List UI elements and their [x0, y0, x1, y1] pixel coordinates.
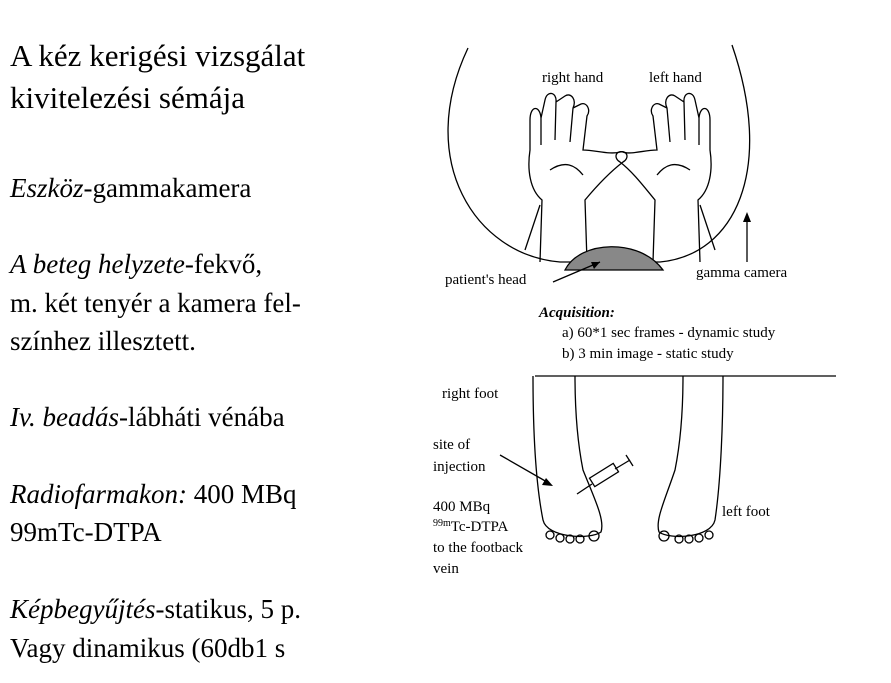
right-toe-1: [546, 531, 554, 539]
radiopharmaceutical-line: [10, 478, 297, 510]
dose-compound: Tc-DTPA: [450, 519, 509, 535]
imaging-label: Képbegyűjtés: [10, 594, 156, 624]
left-palm-crease: [657, 165, 690, 175]
device-label: Eszköz: [10, 173, 84, 203]
left-big-toe: [659, 531, 669, 541]
device-line: [10, 172, 251, 204]
right-hand-outline: [529, 93, 627, 262]
device-value: -gammakamera: [83, 173, 252, 203]
right-hand-illustration: [525, 93, 627, 262]
right-palm-crease: [550, 165, 583, 175]
patient-head-shape: [565, 247, 663, 270]
position-line: [10, 248, 262, 280]
position-line-3: színhez illesztett.: [10, 326, 196, 356]
title-line-2: kivitelezési sémája: [10, 80, 245, 115]
syringe-needle: [577, 484, 592, 494]
injection-site-arrowhead: [542, 478, 553, 486]
gamma-camera-arrowhead: [743, 212, 751, 222]
title-line-1: A kéz kerigési vizsgálat: [10, 38, 306, 73]
imaging-line: [10, 593, 301, 625]
administration-label: Iv. beadás: [10, 402, 119, 432]
injection-site-label-line-2: injection: [433, 459, 486, 475]
left-toe-1: [705, 531, 713, 539]
scintigraphy-setup-diagram: [405, 0, 885, 683]
left-toe-2: [695, 534, 703, 542]
position-label: A beteg helyzete: [10, 249, 185, 279]
injection-site-label-line-1: site of: [433, 437, 471, 453]
syringe-barrel: [589, 463, 618, 486]
dose-label-line-3: to the footback: [433, 540, 523, 556]
acquisition-title: Acquisition:: [539, 305, 615, 321]
right-foot-outline: [533, 376, 602, 536]
right-hand-label: right hand: [542, 70, 604, 86]
imaging-value: -statikus, 5 p.: [155, 594, 301, 624]
right-foot-illustration: [533, 376, 602, 543]
left-hand-illustration: [616, 93, 715, 262]
syringe-plunger-handle: [626, 455, 633, 466]
radiopharmaceutical-line-2: 99mTc-DTPA: [10, 517, 162, 547]
right-foot-label: right foot: [442, 386, 499, 402]
administration-value: -lábháti vénába: [118, 402, 285, 432]
left-foot-illustration: [658, 376, 723, 543]
position-line-2: m. két tenyér a kamera fel-: [10, 288, 301, 318]
dose-label-line-1: 400 MBq: [433, 499, 491, 515]
dose-isotope-superscript: 99m: [433, 518, 451, 529]
administration-line: [10, 401, 285, 433]
left-hand-label: left hand: [649, 70, 702, 86]
gamma-camera-label: gamma camera: [696, 265, 788, 281]
dose-label-line-4: vein: [433, 561, 459, 577]
right-toe-2: [556, 534, 564, 542]
injection-site-pointer: [500, 455, 547, 482]
radiopharmaceutical-label: Radiofarmakon:: [10, 479, 187, 509]
left-foot-label: left foot: [722, 504, 770, 520]
dose-label-line-2: [433, 518, 509, 535]
left-foot-outline: [658, 376, 723, 536]
right-forearm-line: [525, 205, 540, 250]
patients-head-label: patient's head: [445, 272, 527, 288]
left-hand-outline: [616, 93, 711, 262]
imaging-line-2: Vagy dinamikus (60db1 s: [10, 633, 286, 663]
syringe-plunger: [615, 460, 630, 469]
radiopharmaceutical-value: 400 MBq: [186, 479, 297, 509]
position-value: -fekvő,: [184, 249, 263, 279]
acquisition-option-a: a) 60*1 sec frames - dynamic study: [562, 325, 776, 341]
acquisition-option-b: b) 3 min image - static study: [562, 346, 734, 362]
